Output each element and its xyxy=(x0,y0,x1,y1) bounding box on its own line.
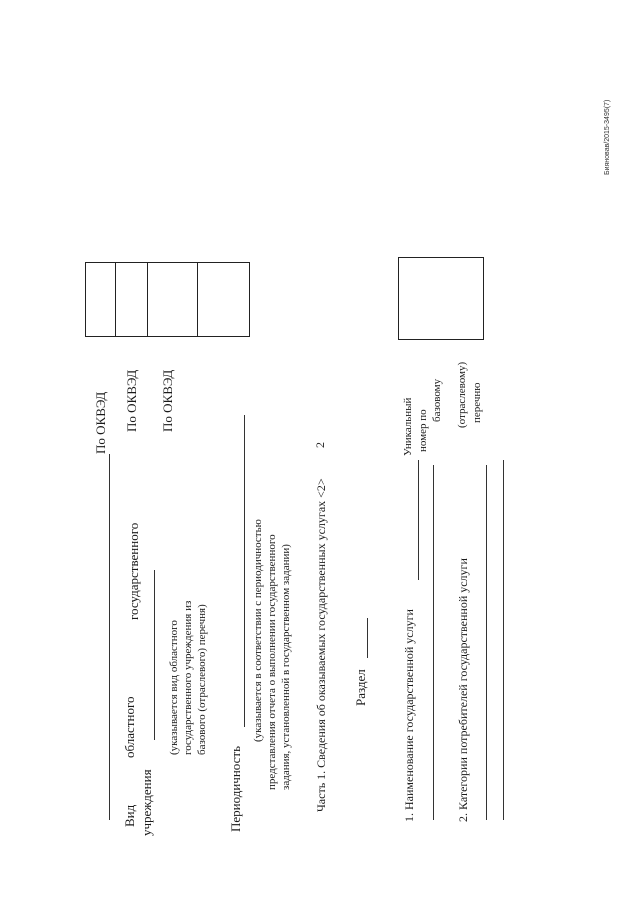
periodicity-note-2: представления отчета о выполнении государственного xyxy=(266,534,278,790)
unique-number-line-2: номер по xyxy=(417,409,429,452)
okved-blank-line-1 xyxy=(109,454,110,820)
service-name-label: 1. Наименование государственной услуги xyxy=(402,609,416,822)
section-label: Раздел xyxy=(353,669,368,706)
institution-type-blank-line xyxy=(154,570,155,740)
consumer-categories-label: 2. Категории потребителей государственной услуги xyxy=(456,558,470,822)
consumer-categories-underline-2 xyxy=(503,460,504,820)
side-stamp: Бияновав/2015-3495(7) xyxy=(604,99,611,175)
okved-label-2: По ОКВЭД xyxy=(124,369,139,432)
part-1-heading: Часть 1. Сведения об оказываемых государственных услугах <2> xyxy=(314,478,328,812)
periodicity-note-1: (указывается в соответствии с периодичностью xyxy=(252,519,264,742)
section-blank-line xyxy=(367,618,368,658)
institution-type-line-2: учреждения xyxy=(139,769,154,836)
okved-label-1: По ОКВЭД xyxy=(93,391,108,454)
service-name-underline xyxy=(433,465,434,820)
institution-type-note-2: государственного учреждения из xyxy=(182,600,194,755)
page-number: 2 xyxy=(313,442,327,448)
institution-type-label: Вид xyxy=(122,804,137,827)
service-name-blank-line xyxy=(418,460,419,580)
okved-code-box-1 xyxy=(85,262,116,337)
institution-type-note-1: (указывается вид областного xyxy=(168,620,180,755)
okved-label-3: По ОКВЭД xyxy=(160,369,175,432)
okved-code-box-3 xyxy=(147,262,198,337)
periodicity-label: Периодичность xyxy=(228,745,243,832)
institution-type-word-2: областного xyxy=(122,696,137,758)
unique-number-line-3: базовому xyxy=(431,378,443,422)
periodicity-note-3: задания, установленной в государственном задании) xyxy=(280,544,292,790)
institution-type-note-3: базового (отраслевого) перечня) xyxy=(196,604,208,755)
periodicity-blank-line xyxy=(244,415,245,727)
institution-type-word-3: государственного xyxy=(126,522,141,620)
consumer-categories-underline-1 xyxy=(486,465,487,820)
unique-number-box xyxy=(398,257,484,340)
unique-number-line-4: (отраслевому) xyxy=(456,361,468,428)
unique-number-line-5: перечню xyxy=(471,382,483,423)
unique-number-line-1: Уникальный xyxy=(402,397,414,456)
okved-code-box-4 xyxy=(197,262,250,337)
okved-code-box-2 xyxy=(115,262,148,337)
